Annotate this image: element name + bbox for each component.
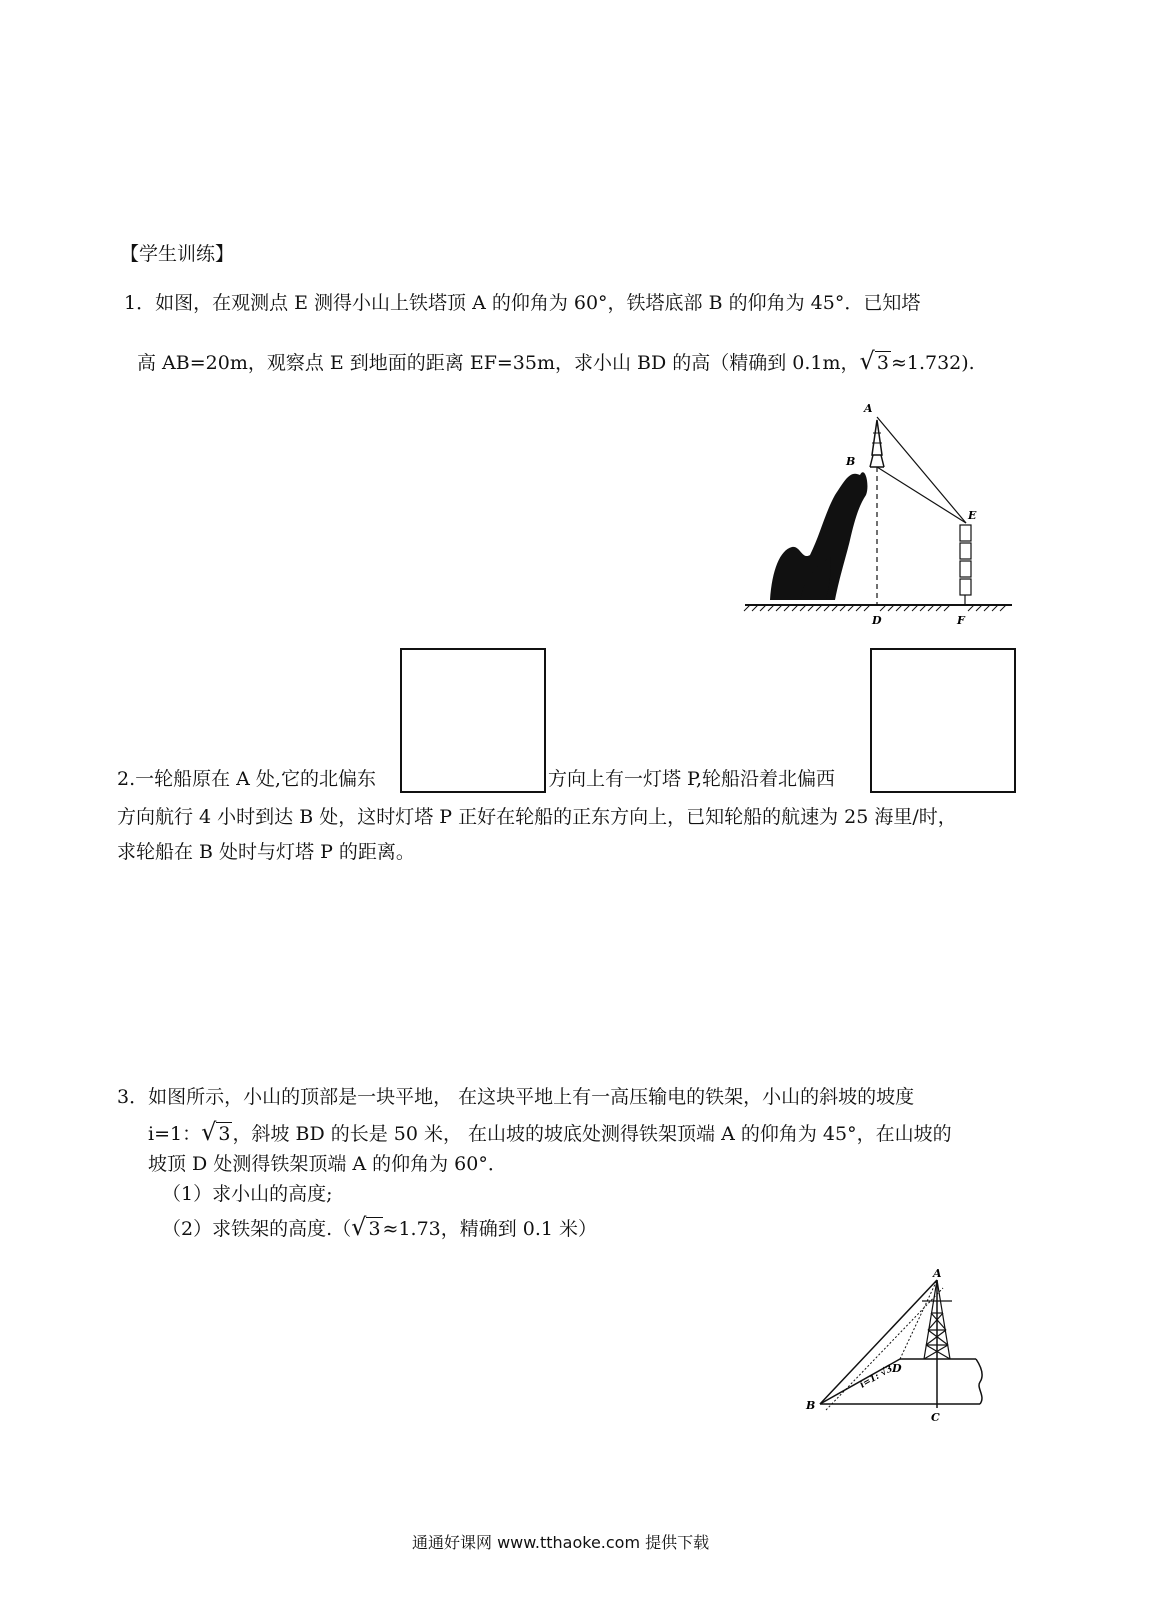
page-footer: 通通好课网 www.tthaoke.com 提供下载 (412, 1533, 710, 1552)
problem1-line2-post: ≈1.732). (890, 352, 975, 374)
problem3-line2-post: ，斜坡 BD 的长是 50 米， 在山坡的坡底处测得铁架顶端 A 的仰角为 45°，在山坡的 (232, 1123, 952, 1145)
angle-blank-box-2 (870, 648, 1016, 793)
problem2-line3: 求轮船在 B 处时与灯塔 P 的距离。 (117, 841, 415, 863)
figure1-label-b: B (846, 455, 856, 468)
figure1-label-e: E (968, 509, 977, 522)
figure1-tower-hill (740, 395, 1020, 635)
figure3-label-d: D (892, 1362, 902, 1375)
problem3-q2-root: 3 (368, 1218, 381, 1240)
problem3-line2-root: 3 (218, 1123, 231, 1145)
figure3-label-a: A (933, 1268, 942, 1280)
figure1-label-a: A (864, 402, 873, 415)
problem3-line2-pre: i=1： (148, 1123, 202, 1145)
problem3-q2-pre: （2）求铁架的高度.（ (162, 1218, 352, 1240)
figure3-pylon-slope (800, 1268, 1010, 1433)
figure3-label-b: B (806, 1399, 816, 1412)
angle-blank-box-1 (400, 648, 546, 793)
problem2-line1-a: 2.一轮船原在 A 处,它的北偏东 (117, 768, 376, 790)
problem3-line2 (148, 1118, 952, 1148)
sqrt-sign: √ (201, 1118, 217, 1146)
problem1-line2-root: 3 (876, 352, 889, 374)
figure1-label-f: F (957, 614, 965, 627)
sqrt-sign: √ (351, 1213, 367, 1241)
problem1-line1: 1．如图，在观测点 E 测得小山上铁塔顶 A 的仰角为 60°，铁塔底部 B 的仰角为 45°．已知塔 (124, 292, 921, 314)
problem1-line2 (137, 347, 975, 377)
figure3-label-c: C (931, 1411, 940, 1424)
problem2-line2: 方向航行 4 小时到达 B 处，这时灯塔 P 正好在轮船的正东方向上，已知轮船的航速为 25 海里/时， (117, 806, 957, 828)
sqrt-sign: √ (859, 347, 875, 375)
problem3-question1: （1）求小山的高度; (162, 1183, 333, 1205)
section-heading: 【学生训练】 (120, 243, 235, 265)
problem2-line1-b: 方向上有一灯塔 P,轮船沿着北偏西 (548, 768, 836, 790)
figure1-label-d: D (872, 614, 882, 627)
problem3-line1: 3．如图所示，小山的顶部是一块平地， 在这块平地上有一高压输电的铁架，小山的斜坡的坡度 (117, 1086, 915, 1108)
figure3-label-slope: i=1: √3 (858, 1364, 895, 1391)
problem3-line3: 坡顶 D 处测得铁架顶端 A 的仰角为 60°． (148, 1153, 507, 1175)
problem3-q2-post: ≈1.73，精确到 0.1 米） (382, 1218, 598, 1240)
problem3-question2 (162, 1213, 597, 1243)
problem1-line2-pre: 高 AB=20m，观察点 E 到地面的距离 EF=35m，求小山 BD 的高（精确到 0.1m， (137, 352, 860, 374)
